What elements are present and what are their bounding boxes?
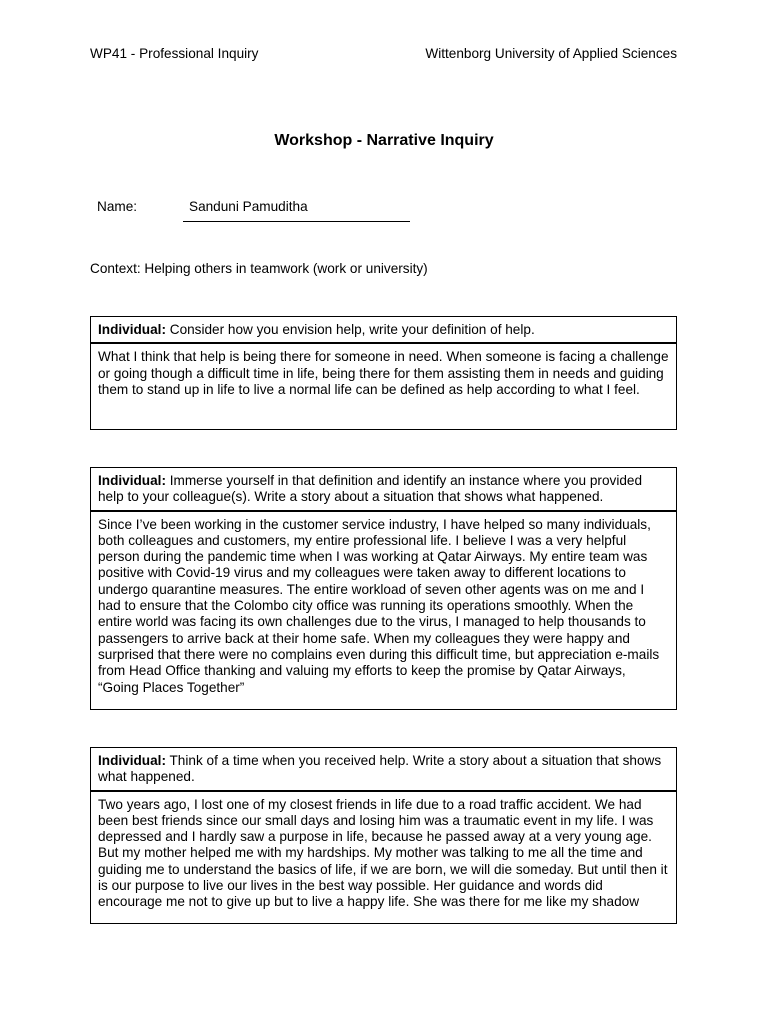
section-answer[interactable]: Two years ago, I lost one of my closest friends in life due to a road traffic accident. We had been best friends since our small days and losing him was a traumatic event in my life. I was depressed and I hardly saw a purpose in life, because he passed away at a very young age. But my mother helped me with my hardships. My mother was talking to me all the time and guiding me to understand the basics of life, if we are born, we will die someday. But until then it is our purpose to live our lives in the best way possible. Her guidance and words did encourage me not to give up but to live a happy life. She was there for me like my shadow xyxy=(98,796,668,910)
question-text: Think of a time when you received help. Write a story about a situation that shows what happened. xyxy=(98,753,662,785)
header-university: Wittenborg University of Applied Sciences xyxy=(425,46,677,61)
page-title: Workshop - Narrative Inquiry xyxy=(274,132,494,149)
section-question xyxy=(91,317,676,344)
section-question xyxy=(91,468,676,512)
section-helped-colleague xyxy=(90,467,677,710)
name-value[interactable]: Sanduni Pamuditha xyxy=(189,199,308,214)
section-answer[interactable]: Since I’ve been working in the customer service industry, I have helped so many individuals, both colleagues and customers, my entire professional life. I believe I was a very helpful person during the pandemic time when I was working at Qatar Airways. My entire team was positive with Covid-19 virus and my colleagues were taken away to different locations to undergo quarantine measures. The entire workload of seven other agents was on me and I had to ensure that the Colombo city office was running its operations smoothly. When the entire world was facing its own challenges due to the virus, I managed to help thousands to passengers to arrive back at their home safe. When my colleagues they were happy and surprised that there were no complains even during this difficult time, but appreciation e-mails from Head Office thanking and valuing my efforts to keep the promise by Qatar Airways, “Going Places Together” xyxy=(98,516,660,695)
question-text: Immerse yourself in that definition and identify an instance where you provided help to your colleague(s). Write a story about a situation that shows what happened. xyxy=(98,473,643,505)
context-text: Context: Helping others in teamwork (work or university) xyxy=(90,261,428,276)
question-text: Consider how you envision help, write your definition of help. xyxy=(165,322,535,337)
individual-label: Individual: xyxy=(98,473,166,488)
name-underline xyxy=(183,221,410,222)
section-received-help xyxy=(90,747,677,924)
section-question xyxy=(91,748,676,792)
section-definition xyxy=(90,316,677,430)
individual-label: Individual: xyxy=(98,322,166,337)
individual-label: Individual: xyxy=(98,753,166,768)
section-answer[interactable]: What I think that help is being there for someone in need. When someone is facing a challenge or going though a difficult time in life, being there for them assisting them in needs and guiding them to stand up in life to live a normal life can be defined as help according to what I feel. xyxy=(98,349,669,397)
name-label: Name: xyxy=(97,199,138,214)
header-course: WP41 - Professional Inquiry xyxy=(90,46,259,61)
